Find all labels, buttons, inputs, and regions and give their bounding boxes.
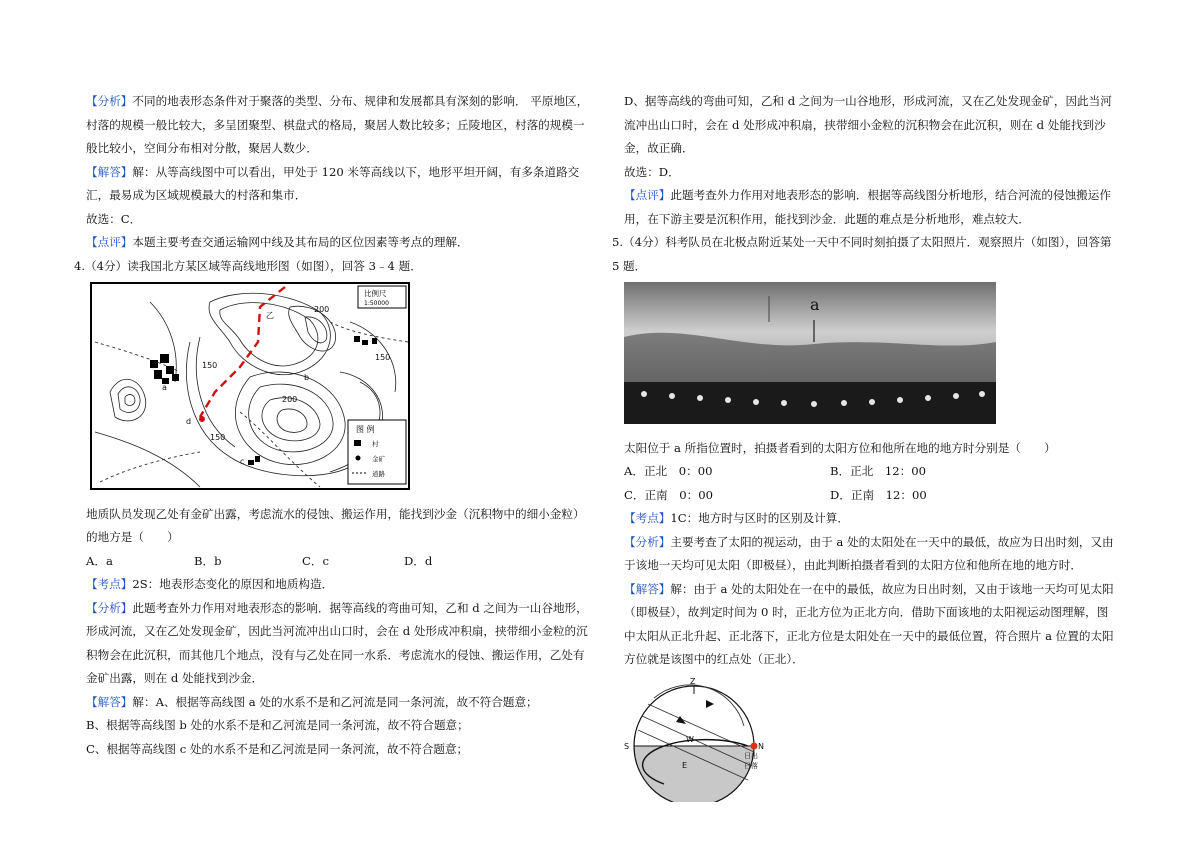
- scale-title: 比例尺: [364, 289, 387, 298]
- right-column: [612, 90, 1114, 814]
- kaodian-tag: 【考点】: [624, 511, 671, 525]
- label-z: Z: [690, 676, 696, 686]
- point-c: c: [240, 457, 245, 466]
- choice-1: 故选：C．: [86, 211, 142, 226]
- answer-2-d: D、据等高线的弯曲可知，乙和 d 之间为一山谷地形，形成河流，又在乙处发现金矿，因此当河流冲出山口时，会在 d 处形成冲积扇，挟带细小金粒的沉积物会在此沉积，则在 d 处能找到沙金，故正确．: [624, 94, 1112, 155]
- option-5c: C．正南 0：00: [624, 487, 713, 502]
- answer-2-c: C、根据等高线图 c 处的水系不是和乙河流是同一条河流，故不符合题意；: [86, 741, 469, 756]
- contour-map: [90, 282, 410, 490]
- comment-tag: 【点评】: [86, 235, 133, 249]
- question-5-stem: 5.（4分）科考队员在北极点附近某处一天中不同时刻拍摄了太阳照片．观察照片（如图），回答第 5 题．: [612, 235, 1112, 273]
- point-yi: 乙: [266, 311, 274, 320]
- analysis-1: 【分析】不同的地表形态条件对于聚落的类型、分布、规律和发展都具有深刻的影响． 平原地区，村落的规模一般比较大，多呈团聚型、棋盘式的格局，聚居人数比较多；丘陵地区，村落的规模一般比较小，空间分布相对分散，聚居人数少．: [86, 94, 589, 155]
- contour-label-150b: 150: [210, 433, 226, 442]
- answer-3: 【解答】解：由于 a 处的太阳处在一在中的最低，故应为日出时刻，又由于该地一天均可见太阳（即极昼），故判定时间为 0 时，正北方位为正北方向．借助下面该地的太阳视运动图理解，图中太阳从正北升起、正北落下，正北方位是太阳处在一天中的最低位置，符合照片 a 位置的太阳方位就是该图中的红点处（正北）．: [624, 581, 1114, 666]
- analysis-tag: 【分析】: [86, 94, 133, 108]
- point-b: b: [304, 373, 310, 382]
- comment-2: 【点评】此题考查外力作用对地表形态的影响．根据等高线图分析地形，结合河流的侵蚀搬运作用，在下游主要是沉积作用，能找到沙金．此题的难点是分析地形，难点较大．: [624, 188, 1111, 226]
- contour-label-200: 200: [314, 305, 330, 314]
- option-a: A．a: [86, 553, 113, 568]
- option-c: C．c: [302, 553, 329, 568]
- question-4-text: 地质队员发现乙处有金矿出露，考虑流水的侵蚀、搬运作用，能找到沙金（沉积物中的细小金粒）的地方是（ ）: [86, 506, 585, 544]
- answer-2: 【解答】解：A、根据等高线图 a 处的水系不是和乙河流是同一条河流，故不符合题意；: [86, 694, 538, 709]
- kaodian-2: 【考点】2S：地表形态变化的原因和地质构造．: [86, 577, 334, 591]
- comment-1: 【点评】本题主要考查交通运输网中线及其布局的区位因素等考点的理解．: [86, 235, 469, 249]
- scale-value: 1:50000: [364, 300, 389, 307]
- option-b: B．b: [194, 553, 222, 568]
- legend-item-road: 道路: [372, 470, 385, 478]
- contour-label-150a: 150: [202, 361, 218, 370]
- contour-label-200b: 200: [282, 395, 298, 404]
- left-column: [74, 90, 591, 761]
- contour-label-150c: 150: [375, 353, 391, 362]
- label-sunrise: 日出: [744, 751, 758, 760]
- question-4-stem: 4.（4分）读我国北方某区域等高线地形图（如图），回答 3﹣4 题．: [74, 258, 422, 273]
- analysis-2: 【分析】此题考查外力作用对地表形态的影响．据等高线的弯曲可知，乙和 d 之间为一山谷地形，形成河流，又在乙处发现金矿，因此当河流冲出山口时，会在 d 处形成冲积扇，挟带细小金粒的沉积物会在此沉积，而其他几个地点，没有与乙处在同一水系．考虑流水的侵蚀、搬运作用，乙处有金矿出露，则在 d 处能找到沙金．: [86, 600, 588, 685]
- answer-tag: 【解答】: [86, 694, 133, 709]
- sun-path-diagram-figure: [624, 676, 1114, 811]
- point-d: d: [186, 417, 192, 426]
- sun-photo: [624, 282, 996, 424]
- analysis-3: 【分析】主要考查了太阳的视运动，由于 a 处的太阳处在一天中的最低，故应为日出时刻，又由于该地一天均可见太阳（即极昼），由此判断拍摄者看到的太阳方位和他所在地的地方时．: [624, 534, 1114, 572]
- contour-map-figure: [90, 282, 591, 499]
- answer-tag: 【解答】: [86, 164, 133, 179]
- point-a: a: [162, 383, 167, 392]
- option-5d: D．正南 12：00: [830, 487, 927, 502]
- answer-1: 【解答】解：从等高线图中可以看出，甲处于 120 米等高线以下，地形平坦开阔，有多条道路交汇，最易成为区域规模最大的村落和集市．: [86, 164, 580, 202]
- label-sunset: 日落: [744, 761, 758, 770]
- photo-label-a: a: [810, 295, 820, 314]
- sun-path-diagram: [624, 676, 770, 802]
- legend-item-village: 村: [372, 440, 379, 448]
- question-5-options-row1: [624, 460, 1114, 484]
- label-e: E: [682, 760, 688, 770]
- option-d: D．d: [404, 553, 433, 568]
- option-5a: A．正北 0：00: [624, 464, 713, 478]
- question-4-options: [86, 550, 591, 574]
- label-s: S: [624, 741, 630, 751]
- legend-title: 图 例: [356, 425, 375, 434]
- sun-photo-figure: [624, 282, 1114, 433]
- label-w: W: [686, 734, 694, 744]
- analysis-tag: 【分析】: [624, 534, 671, 549]
- kaodian-3: 【考点】1C：地方时与区时的区别及计算．: [624, 511, 849, 525]
- kaodian-tag: 【考点】: [86, 577, 133, 591]
- question-5-text: 太阳位于 a 所指位置时，拍摄者看到的太阳方位和他所在地的地方时分别是（ ）: [624, 440, 1056, 455]
- answer-tag: 【解答】: [624, 581, 671, 596]
- comment-tag: 【点评】: [624, 188, 671, 202]
- label-n: N: [758, 741, 764, 751]
- analysis-tag: 【分析】: [86, 600, 133, 615]
- question-5-options-row2: [624, 484, 1114, 508]
- legend-item-gold: 金矿: [372, 455, 385, 463]
- option-5b: B．正北 12：00: [830, 464, 926, 478]
- answer-2-b: B、根据等高线图 b 处的水系不是和乙河流是同一条河流，故不符合题意；: [86, 718, 469, 732]
- choice-2: 故选：D．: [624, 164, 680, 179]
